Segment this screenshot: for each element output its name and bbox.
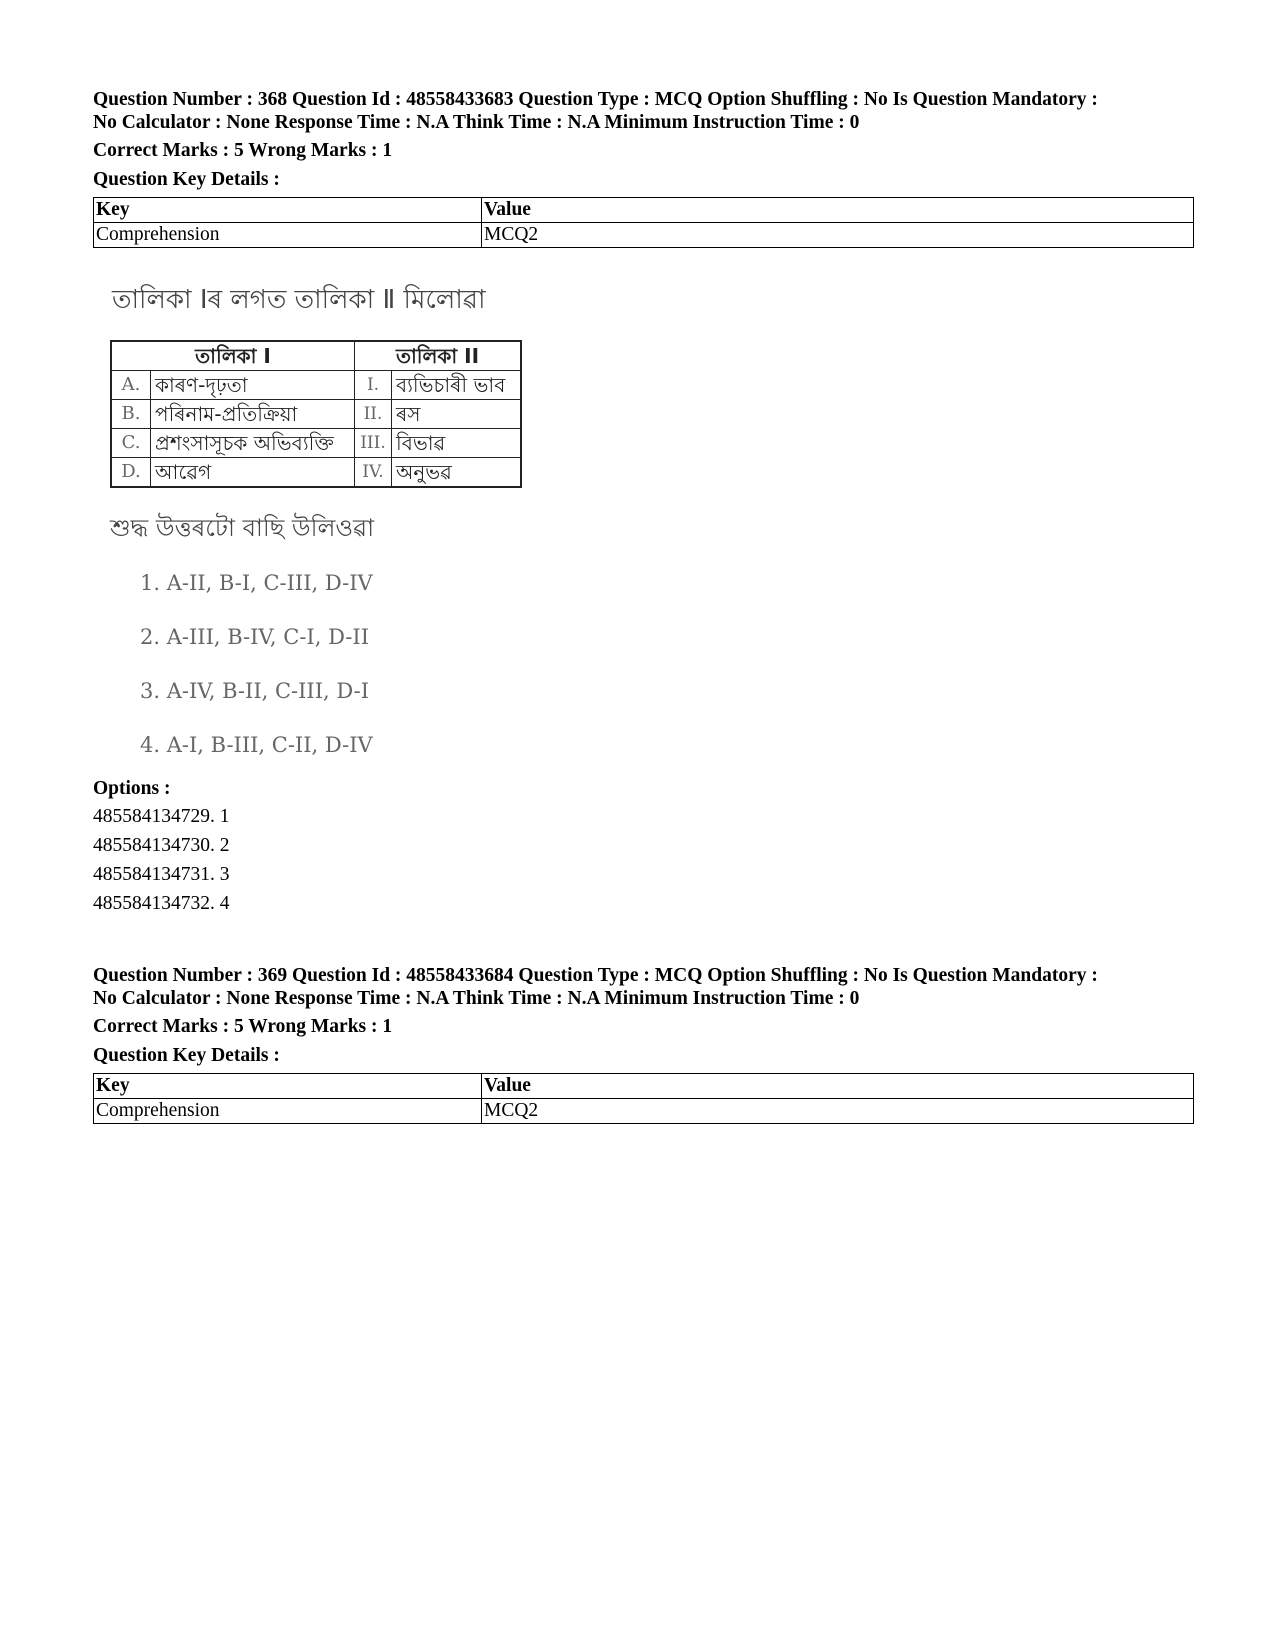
table-row xyxy=(94,223,1194,248)
options-label: Options : xyxy=(93,778,171,799)
list-1-item: আৱেগ xyxy=(151,458,355,488)
match-header-row xyxy=(111,341,521,371)
match-table xyxy=(110,340,522,488)
question-meta-line1: Question Number : 369 Question Id : 48558433684 Question Type : MCQ Option Shuffling : No Is Question Mandatory : xyxy=(93,965,1098,986)
answer-choice: 2. A-III, B-IV, C-I, D-II xyxy=(140,625,369,649)
key-details-table xyxy=(93,197,1194,248)
option-item: 485584134730. 2 xyxy=(93,835,230,856)
key-cell: Comprehension xyxy=(94,223,482,248)
question-368-block xyxy=(93,88,1193,248)
question-meta-line2: No Calculator : None Response Time : N.A Think Time : N.A Minimum Instruction Time : 0 xyxy=(93,112,860,133)
key-header: Key xyxy=(94,198,482,223)
key-header: Key xyxy=(94,1074,482,1099)
match-row xyxy=(111,458,521,488)
list-1-item: কাৰণ-দৃঢ়তা xyxy=(151,371,355,400)
list-2-item: ৰস xyxy=(392,400,522,429)
key-cell: Comprehension xyxy=(94,1099,482,1124)
options-block xyxy=(93,776,1193,918)
row-letter: C. xyxy=(111,429,151,458)
list-1-header: তালিকা I xyxy=(111,341,355,371)
key-details-label: Question Key Details : xyxy=(93,169,280,190)
list-1-item: প্ৰশংসাসূচক অভিব্যক্তি xyxy=(151,429,355,458)
marks-line: Correct Marks : 5 Wrong Marks : 1 xyxy=(93,1016,393,1037)
question-image xyxy=(110,280,630,770)
table-row xyxy=(94,1099,1194,1124)
question-369-block xyxy=(93,964,1193,1124)
table-header-row xyxy=(94,198,1194,223)
list-1-item: পৰিনাম-প্ৰতিক্ৰিয়া xyxy=(151,400,355,429)
answer-choice: 3. A-IV, B-II, C-III, D-I xyxy=(140,679,369,703)
match-row xyxy=(111,400,521,429)
question-instruction: তালিকা Ⅰৰ লগত তালিকা Ⅱ মিলোৱা xyxy=(112,285,486,315)
option-item: 485584134729. 1 xyxy=(93,806,230,827)
answer-choices xyxy=(140,568,630,784)
list-2-header: তালিকা II xyxy=(355,341,522,371)
value-header: Value xyxy=(482,1074,1194,1099)
key-details-label: Question Key Details : xyxy=(93,1045,280,1066)
table-header-row xyxy=(94,1074,1194,1099)
question-meta-line2: No Calculator : None Response Time : N.A Think Time : N.A Minimum Instruction Time : 0 xyxy=(93,988,860,1009)
match-row xyxy=(111,371,521,400)
row-letter: D. xyxy=(111,458,151,488)
choose-prompt: শুদ্ধ উত্তৰটো বাছি উলিওৱা xyxy=(110,514,375,542)
list-2-item: ব্যভিচাৰী ভাব xyxy=(392,371,522,400)
row-roman: III. xyxy=(355,429,392,458)
row-roman: II. xyxy=(355,400,392,429)
question-meta-line1: Question Number : 368 Question Id : 48558433683 Question Type : MCQ Option Shuffling : No Is Question Mandatory : xyxy=(93,89,1098,110)
value-cell: MCQ2 xyxy=(482,1099,1194,1124)
match-row xyxy=(111,429,521,458)
row-roman: IV. xyxy=(355,458,392,488)
option-item: 485584134731. 3 xyxy=(93,864,230,885)
list-2-item: অনুভৱ xyxy=(392,458,522,488)
value-header: Value xyxy=(482,198,1194,223)
row-letter: A. xyxy=(111,371,151,400)
key-details-table xyxy=(93,1073,1194,1124)
row-letter: B. xyxy=(111,400,151,429)
row-roman: I. xyxy=(355,371,392,400)
marks-line: Correct Marks : 5 Wrong Marks : 1 xyxy=(93,140,393,161)
answer-choice: 1. A-II, B-I, C-III, D-IV xyxy=(140,571,373,595)
value-cell: MCQ2 xyxy=(482,223,1194,248)
list-2-item: বিভাৱ xyxy=(392,429,522,458)
option-item: 485584134732. 4 xyxy=(93,893,230,914)
answer-choice: 4. A-I, B-III, C-II, D-IV xyxy=(140,733,373,757)
